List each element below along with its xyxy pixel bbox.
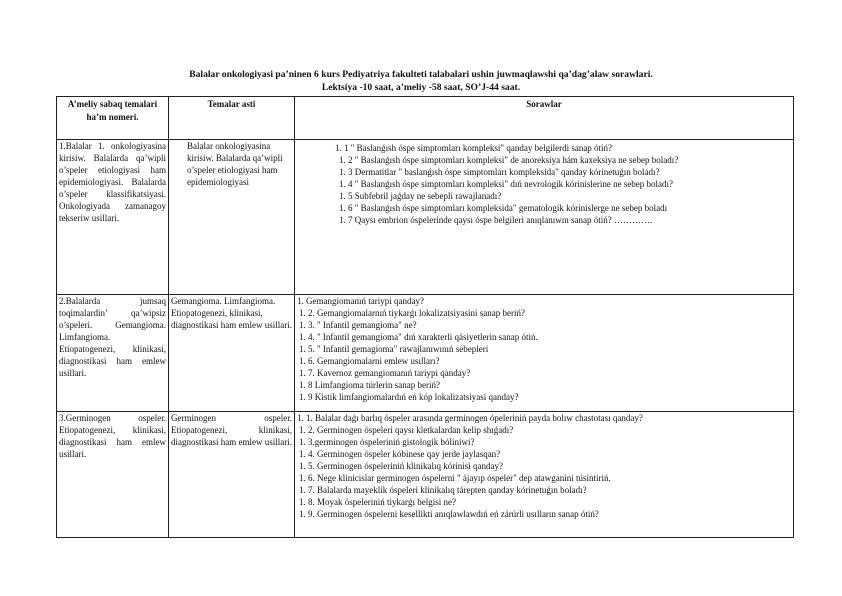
question-item: 1. 7. Balalarda mayeklik óspeleri klinikalıq tárepten qanday kórinetuǵın boladı?	[299, 485, 587, 495]
header-topic: A’meliy sabaq temalari ha’m nomeri.	[57, 97, 169, 140]
table-row	[57, 295, 794, 412]
header-questions: Sorawlar	[295, 97, 794, 140]
question-item: 1. 6. Nege klinicislar germinogen óspelerni " ájayıp óspeler" dep atawganini túsintiriń.	[299, 473, 611, 483]
document-title: Balalar onkologiyasi pa’ninen 6 kurs Pediyatriya fakulteti talabalari ushin juwmaqlawshi qa’dag’alaw sorawlari.	[189, 69, 653, 80]
topic-cell: 2.Balalarda jumsaq toqimalardin’ qa’wipsiz o’speleri. Gemangioma. Limfangioma. Etiopatogenezi, klinikasi, diagnostikasi ham emlew usillari.	[57, 295, 169, 412]
questions-cell	[295, 140, 794, 295]
question-item: 1. 5 Subfebril jaǵday ne sebepli rawajlanadı?	[339, 191, 502, 201]
topic-cell: 1.Balalar 1. onkologiyasina kirisiw. Balalarda qa’wipli o’speler etiologiyasi ham epidemiologiyasi. Balalarda o’speler klassifikatsiyasi. Onkologiyada zamanagoy tekseriw usillari.	[57, 140, 169, 295]
question-item: 1. 2. Gemangiomalarnıń tiykarǵı lokalizatsiyasini sanap beriń?	[299, 308, 525, 318]
question-item: 1. 1. Balalar daǵı barlıq óspeler arasında germinogen ópeleriniń payda bolıw chastotası qanday?	[297, 413, 643, 423]
questions-table	[56, 96, 794, 538]
question-item: 1. 7. Kavernoz gemangiomanıń tariypi qanday?	[299, 368, 471, 378]
question-item: 1. 3.germinogen óspeleriniń gistologik bóliniwi?	[299, 437, 475, 447]
questions-cell	[295, 295, 794, 412]
question-item: 1. 1 " Baslanǵısh óspe simptomları kompleksi" qanday belgilerdi sanap ótiń?	[335, 143, 613, 153]
question-item: 1. 9. Germinogen óspelerni kesellikti anıqlawlawdıń eń zárúrli usılların sanap ótiń?	[299, 509, 599, 519]
question-item: 1. 3 Dermatitlar " baslanǵısh óspe simptomları kompleksida" qanday kórinetuǵın boladı?	[339, 167, 660, 177]
question-item: 1. 4. Germinogen óspeler kóbinese qay jerde jaylasqan?	[299, 449, 501, 459]
question-item: 1. 6 " Baslanǵısh óspe simptomları kompleksida" gematologik kórinislerge ne sebep boladı	[339, 203, 668, 213]
table-row	[57, 140, 794, 295]
question-item: 1. Gemangiomanıń tariypi qanday?	[297, 296, 424, 306]
question-item: 1. 7 Qaysı embrion óspelerinde qaysı óspe belgileri anıqlanıwın sanap ótiń? ………….	[339, 215, 653, 225]
header-subtopic: Temalar asti	[169, 97, 295, 140]
topic-cell: 3.Germinogen ospeler. Etiopatogenezi, klinikasi, diagnostikasi ham emlew usillari.	[57, 412, 169, 538]
question-item: 1. 3. " Infantil gemangioma" ne?	[299, 320, 417, 330]
table-row	[57, 412, 794, 538]
subtopic-cell: Germinogen ospeler. Etiopatogenezi, klinikasi, diagnostikasi ham emlew usillari.	[169, 412, 295, 538]
question-item: 1. 4. " Infantil gemangioma" dıń xarakterli qásiyetlerin sanap ótiń.	[299, 332, 538, 342]
question-item: 1. 8 Limfangioma túrlerin sanap beriń?	[299, 380, 440, 390]
question-item: 1. 9 Kistik limfangiomalardıń eń kóp lokalizatsiyasi qanday?	[299, 392, 519, 402]
subtopic-cell: Balalar onkologiyasina kirisiw. Balalarda qa’wipli o’speler etiologiyasi ham epidemiologiyasi	[169, 140, 295, 295]
question-item: 1. 2 " Baslanǵısh óspe simptomları kompleksi" de anoreksiya hám kaxeksiya ne sebep boladı?	[339, 155, 679, 165]
table-header-row	[57, 97, 794, 140]
question-item: 1. 6. Gemangiomalarni emlew usılları?	[299, 356, 440, 366]
question-item: 1. 5. Germinogen óspeleriniń klinikalıq kórinisi qanday?	[299, 461, 503, 471]
subtopic-cell: Gemangioma. Limfangioma. Etiopatogenezi, klinikasi, diagnostikasi ham emlew usillari.	[169, 295, 295, 412]
question-item: 1. 2. Germinogen óspeleri qaysı kletkalardan kelip shıǵadı?	[299, 425, 514, 435]
question-item: 1. 8. Moyak óspeleriniń tiykarǵı belgisi ne?	[299, 497, 456, 507]
document-subtitle: Lektsiya -10 saat, a’meliy -58 saat, SO’J-44 saat.	[321, 82, 521, 93]
question-item: 1. 4 " Baslanǵısh óspe simptomları kompleksi" dıń nevrologik kórinislerine ne sebep boladı?	[339, 179, 674, 189]
question-item: 1. 5. " Infantil gemagioma" rawajlanıwınıń sebepleri	[299, 344, 489, 354]
questions-cell	[295, 412, 794, 538]
